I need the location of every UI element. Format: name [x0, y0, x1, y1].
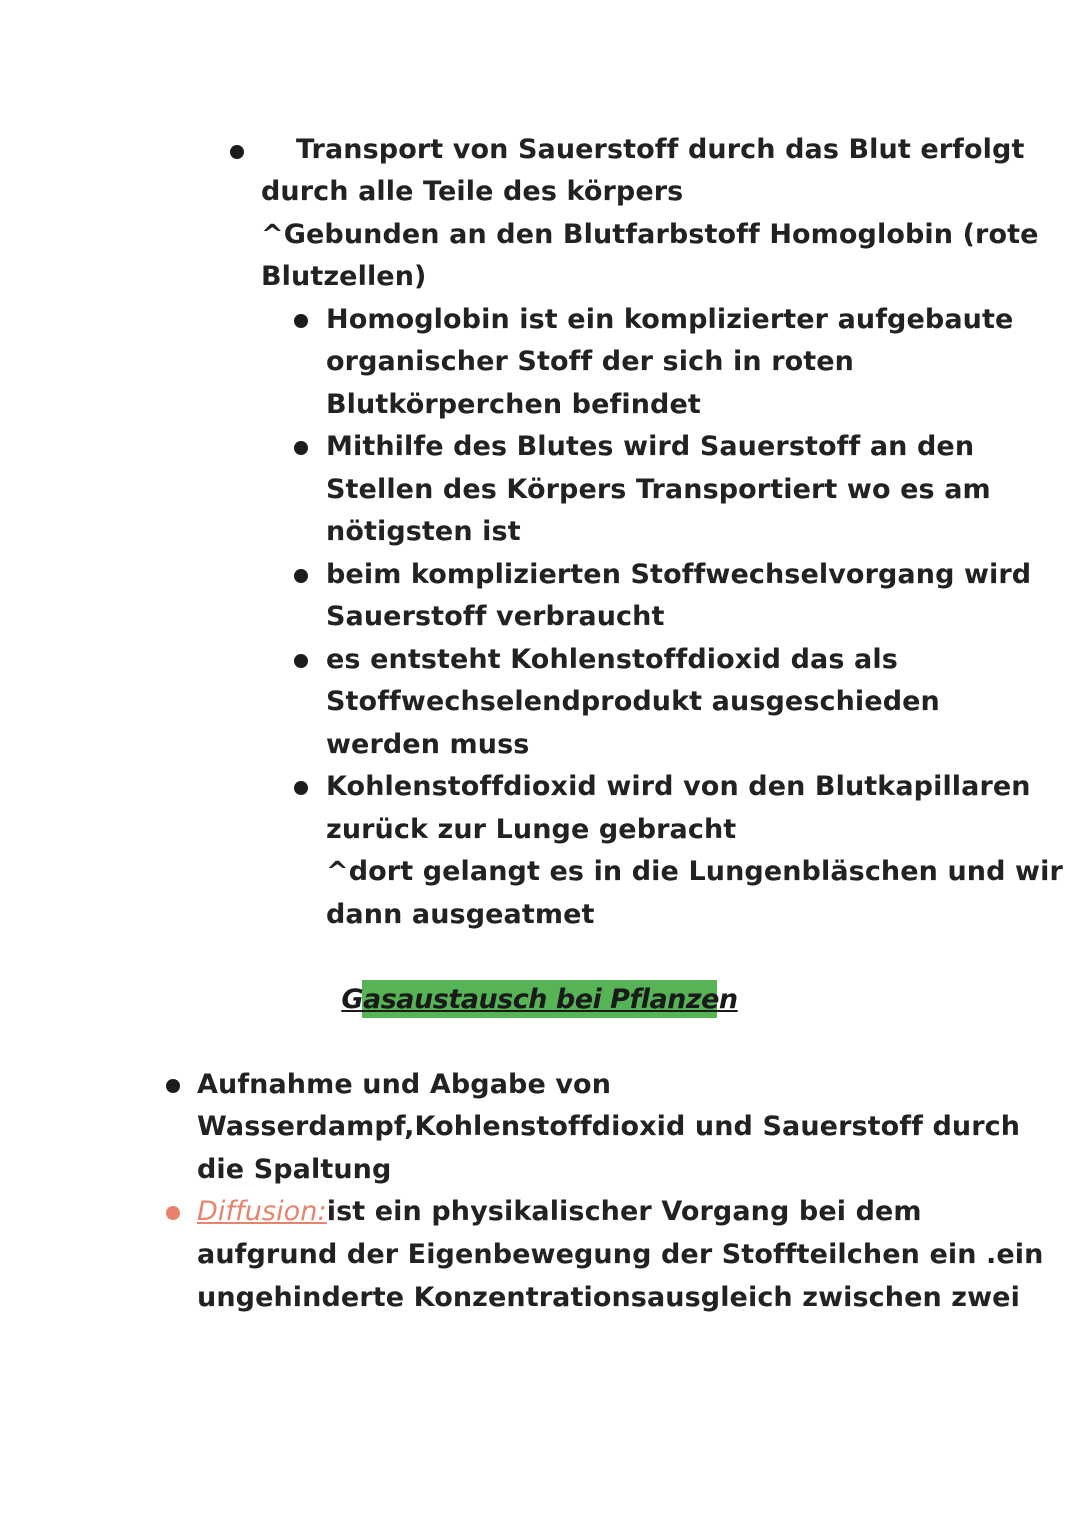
text-line: Blutzellen) [261, 261, 427, 292]
bullet-icon [230, 145, 244, 159]
text-line: Kohlenstoffdioxid wird von den Blutkapillaren [326, 771, 1031, 802]
text-line: Transport von Sauerstoff durch das Blut erfolgt [296, 134, 1025, 165]
text-line: die Spaltung [197, 1154, 392, 1185]
diffusion-term: Diffusion: [197, 1196, 327, 1227]
bullet-icon [294, 314, 308, 328]
text-line: Mithilfe des Blutes wird Sauerstoff an den [326, 431, 975, 462]
text-line: ^dort gelangt es in die Lungenbläschen und wir [326, 856, 1063, 887]
text-line: nötigsten ist [326, 516, 521, 547]
text-line: ungehinderte Konzentrationsausgleich zwischen zwei [197, 1282, 1020, 1313]
text-line: Wasserdampf,Kohlenstoffdioxid und Sauerstoff durch [197, 1111, 1021, 1142]
bullet-icon [294, 781, 308, 795]
text-line: Aufnahme und Abgabe von [197, 1069, 612, 1100]
text-line: organischer Stoff der sich in roten [326, 346, 854, 377]
bullet-icon [166, 1079, 180, 1093]
text-line: es entsteht Kohlenstoffdioxid das als [326, 644, 898, 675]
section-heading-text: Gasaustausch bei Pflanzen [341, 983, 738, 1015]
text-line: ist ein physikalischer Vorgang bei dem [326, 1196, 922, 1227]
bullet-icon [166, 1206, 180, 1220]
bullet-icon [294, 441, 308, 455]
text-line: Homoglobin ist ein komplizierter aufgebaute [326, 304, 1014, 335]
text-line: ^Gebunden an den Blutfarbstoff Homoglobin (rote [261, 219, 1039, 250]
text-line: Blutkörperchen befindet [326, 389, 701, 420]
text-line: dann ausgeatmet [326, 899, 595, 930]
text-line: zurück zur Lunge gebracht [326, 814, 737, 845]
text-line: beim komplizierten Stoffwechselvorgang wird [326, 559, 1032, 590]
bullet-icon [294, 569, 308, 583]
text-line: durch alle Teile des körpers [261, 176, 684, 207]
text-line: werden muss [326, 729, 530, 760]
section-heading [341, 980, 738, 1018]
definition-line [197, 1191, 922, 1233]
text-line: Stellen des Körpers Transportiert wo es am [326, 474, 991, 505]
text-line: Sauerstoff verbraucht [326, 601, 665, 632]
text-line: Stoffwechselendprodukt ausgeschieden [326, 686, 940, 717]
bullet-icon [294, 654, 308, 668]
text-line: aufgrund der Eigenbewegung der Stoffteilchen ein .ein [197, 1239, 1044, 1270]
